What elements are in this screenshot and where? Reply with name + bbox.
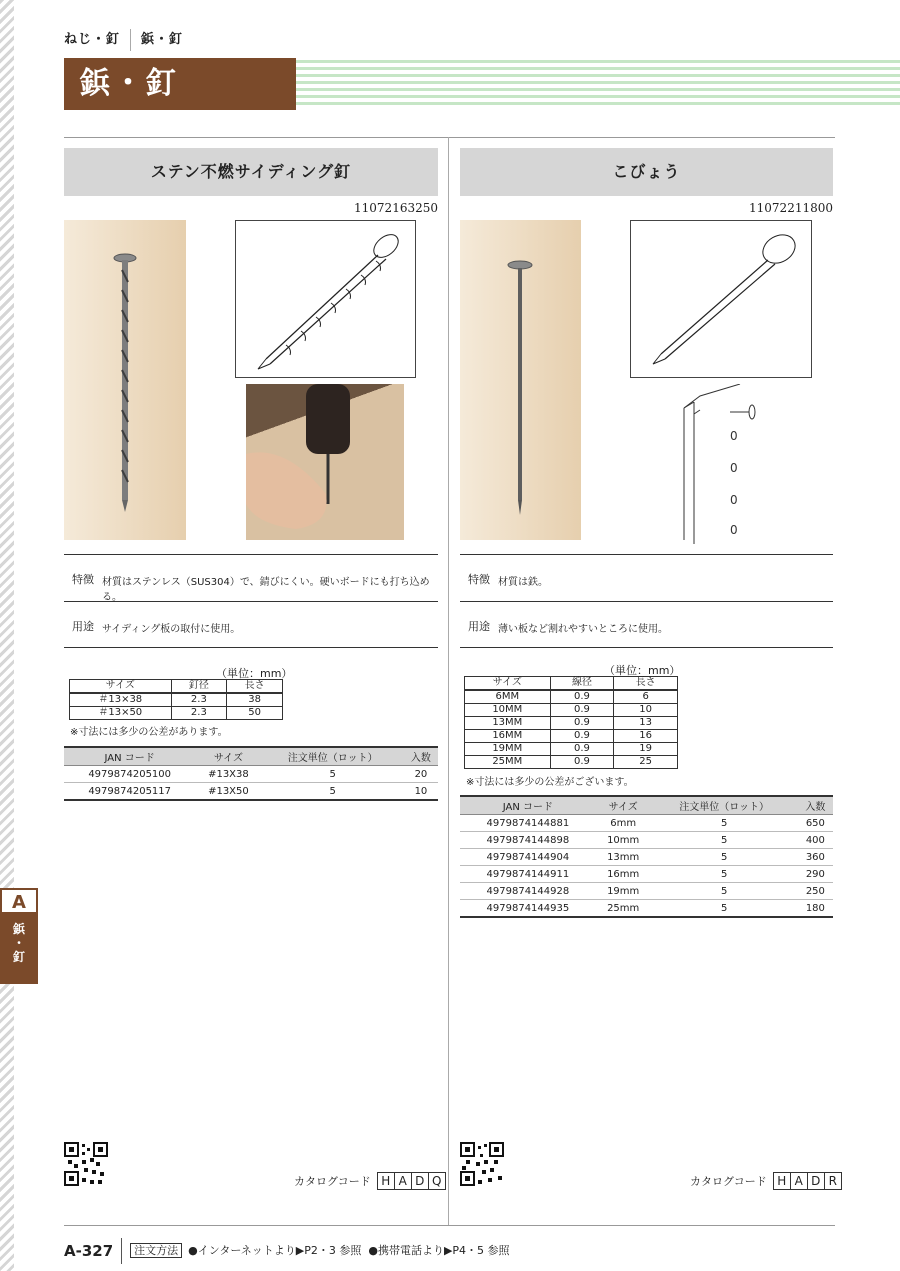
nail-diagram — [235, 220, 416, 378]
jan-code: 4979874144898 — [460, 832, 596, 849]
product-photo — [460, 220, 581, 540]
catalog-char: D — [807, 1173, 824, 1189]
table-row — [460, 832, 833, 849]
spec-cell: 16MM — [465, 730, 551, 743]
usage-text: サイディング板の取付に使用。 — [102, 624, 241, 635]
jan-header: JAN コード — [460, 796, 596, 815]
spec-table — [464, 676, 678, 769]
spec-header: 釘径 — [171, 680, 227, 694]
twisted-nail-drawing-icon — [236, 221, 415, 377]
spec-cell: 6MM — [465, 690, 551, 704]
page-title: 鋲・釘 — [64, 58, 296, 110]
jan-header: サイズ — [596, 796, 651, 815]
spec-cell: 0.9 — [550, 756, 614, 769]
jan-qty: 20 — [404, 766, 438, 783]
tolerance-note: ※寸法には多少の公差があります。 — [70, 727, 228, 738]
jan-size: #13X50 — [195, 783, 261, 801]
table-row — [64, 766, 438, 783]
usage-row — [460, 601, 833, 648]
jan-qty: 250 — [798, 883, 833, 900]
jan-size: 16mm — [596, 866, 651, 883]
jan-header: サイズ — [195, 747, 261, 766]
unit-label: （単位：mm） — [604, 664, 681, 677]
usage-row — [64, 601, 438, 648]
jan-table — [460, 795, 833, 918]
spec-cell: 13 — [614, 717, 678, 730]
spec-cell: 38 — [227, 693, 283, 707]
tack-drawing-icon — [631, 221, 811, 377]
jan-qty: 400 — [798, 832, 833, 849]
spec-header: サイズ — [465, 677, 551, 691]
jan-size: #13X38 — [195, 766, 261, 783]
spec-cell: 19 — [614, 743, 678, 756]
catalog-char: A — [790, 1173, 807, 1189]
bottom-rule — [64, 1225, 835, 1226]
spec-cell: 13MM — [465, 717, 551, 730]
hammer-hand-photo-icon — [246, 384, 404, 540]
jan-code: 4979874144904 — [460, 849, 596, 866]
product-name-siding-nail: ステン不燃サイディング釘 — [64, 148, 438, 196]
jan-size: 25mm — [596, 900, 651, 918]
product-code: 11072211800 — [749, 201, 833, 215]
usage-photo — [246, 384, 404, 540]
unit-label: （単位：mm） — [216, 667, 293, 680]
section-side-tab[interactable] — [0, 888, 38, 984]
spec-cell: 0.9 — [550, 704, 614, 717]
spec-header: 線径 — [550, 677, 614, 691]
board-with-tacks-icon — [680, 384, 760, 544]
table-row — [460, 815, 833, 832]
usage-label: 用途 — [72, 620, 94, 633]
jan-table — [64, 746, 438, 801]
svg-text:0: 0 — [730, 523, 738, 537]
jan-code: 4979874144881 — [460, 815, 596, 832]
column-divider — [448, 137, 449, 1225]
jan-code: 4979874144928 — [460, 883, 596, 900]
features-row — [64, 554, 438, 601]
qr-code-icon[interactable] — [64, 1142, 108, 1186]
jan-header: JAN コード — [64, 747, 195, 766]
spec-cell: 25MM — [465, 756, 551, 769]
table-row — [64, 783, 438, 801]
jan-size: 10mm — [596, 832, 651, 849]
qr-code-icon[interactable] — [460, 1142, 504, 1186]
catalog-char: H — [777, 1174, 787, 1188]
table-row — [460, 883, 833, 900]
spec-header: サイズ — [70, 680, 172, 694]
spec-cell: 19MM — [465, 743, 551, 756]
jan-qty: 10 — [404, 783, 438, 801]
spec-cell: 2.3 — [171, 693, 227, 707]
catalog-code-box — [773, 1172, 842, 1190]
catalog-char: D — [411, 1173, 428, 1189]
jan-code: 4979874205117 — [64, 783, 195, 801]
footer-divider — [121, 1238, 122, 1264]
side-tab-char: 鋲 — [12, 922, 25, 936]
product-code: 11072163250 — [354, 201, 438, 215]
jan-header: 入数 — [404, 747, 438, 766]
spec-cell: ＃13×38 — [70, 693, 172, 707]
jan-lot: 5 — [651, 900, 798, 918]
svg-text:0: 0 — [730, 461, 738, 475]
spec-cell: ＃13×50 — [70, 707, 172, 720]
jan-size: 6mm — [596, 815, 651, 832]
product-photo — [64, 220, 186, 540]
features-label: 特徴 — [468, 573, 490, 586]
catalog-char: H — [381, 1174, 391, 1188]
jan-code: 4979874144935 — [460, 900, 596, 918]
breadcrumb-divider — [130, 29, 131, 51]
jan-code: 4979874205100 — [64, 766, 195, 783]
board-diagram — [680, 384, 760, 544]
tolerance-note: ※寸法には多少の公差がございます。 — [466, 777, 634, 788]
table-row — [460, 900, 833, 918]
side-tab-letter: A — [0, 888, 38, 914]
features-row — [460, 554, 833, 601]
jan-lot: 5 — [262, 783, 404, 801]
jan-header: 注文単位（ロット） — [262, 747, 404, 766]
internet-ref-link[interactable]: ●インターネットより▶P2・3 参照 — [188, 1244, 362, 1257]
catalog-char: R — [824, 1173, 841, 1189]
order-method-label: 注文方法 — [130, 1243, 182, 1258]
top-rule — [64, 137, 835, 138]
catalog-label: カタログコード — [294, 1175, 371, 1188]
breadcrumb — [64, 28, 183, 51]
spec-cell: 0.9 — [550, 690, 614, 704]
table-row — [460, 849, 833, 866]
mobile-ref-link[interactable]: ●携帯電話より▶P4・5 参照 — [368, 1244, 510, 1257]
catalog-char: Q — [428, 1173, 445, 1189]
jan-qty: 180 — [798, 900, 833, 918]
jan-header: 入数 — [798, 796, 833, 815]
jan-qty: 290 — [798, 866, 833, 883]
spec-cell: 6 — [614, 690, 678, 704]
spec-cell: 10MM — [465, 704, 551, 717]
features-text: 材質はステンレス（SUS304）で、錆びにくい。硬いボードにも打ち込める。 — [102, 577, 430, 603]
jan-lot: 5 — [651, 866, 798, 883]
title-stripes — [296, 60, 900, 108]
side-tab-char: 釘 — [12, 950, 25, 964]
product-name-kobyo: こびょう — [460, 148, 833, 196]
usage-label: 用途 — [468, 620, 490, 633]
jan-lot: 5 — [651, 883, 798, 900]
footer — [64, 1238, 510, 1264]
catalog-code — [294, 1172, 446, 1190]
spec-cell: 25 — [614, 756, 678, 769]
table-row — [460, 866, 833, 883]
twisted-nail-photo-icon — [64, 220, 186, 540]
catalog-char: A — [394, 1173, 411, 1189]
jan-size: 19mm — [596, 883, 651, 900]
spec-cell: 2.3 — [171, 707, 227, 720]
jan-lot: 5 — [651, 815, 798, 832]
spec-header: 長さ — [614, 677, 678, 691]
catalog-label: カタログコード — [690, 1175, 767, 1188]
spec-cell: 50 — [227, 707, 283, 720]
page-number: A-327 — [64, 1242, 114, 1260]
jan-lot: 5 — [651, 849, 798, 866]
spec-cell: 0.9 — [550, 717, 614, 730]
jan-header: 注文単位（ロット） — [651, 796, 798, 815]
breadcrumb-current: 鋲・釘 — [141, 32, 184, 47]
jan-lot: 5 — [262, 766, 404, 783]
jan-qty: 360 — [798, 849, 833, 866]
catalog-code — [690, 1172, 842, 1190]
side-tab-label — [0, 914, 38, 964]
spec-cell: 0.9 — [550, 743, 614, 756]
tack-nail-photo-icon — [460, 220, 581, 540]
spec-header: 長さ — [227, 680, 283, 694]
side-tab-char: ・ — [12, 936, 25, 950]
tack-diagram — [630, 220, 812, 378]
spec-cell: 10 — [614, 704, 678, 717]
spec-cell: 16 — [614, 730, 678, 743]
jan-size: 13mm — [596, 849, 651, 866]
jan-qty: 650 — [798, 815, 833, 832]
breadcrumb-parent[interactable]: ねじ・釘 — [64, 32, 121, 47]
spec-table — [69, 679, 283, 720]
features-label: 特徴 — [72, 573, 94, 586]
jan-lot: 5 — [651, 832, 798, 849]
svg-text:0: 0 — [730, 429, 738, 443]
svg-text:0: 0 — [730, 493, 738, 507]
jan-code: 4979874144911 — [460, 866, 596, 883]
features-text: 材質は鉄。 — [498, 577, 548, 588]
usage-text: 薄い板など割れやすいところに使用。 — [498, 624, 668, 635]
side-hatch-strip — [0, 0, 14, 1271]
catalog-code-box — [377, 1172, 446, 1190]
spec-cell: 0.9 — [550, 730, 614, 743]
